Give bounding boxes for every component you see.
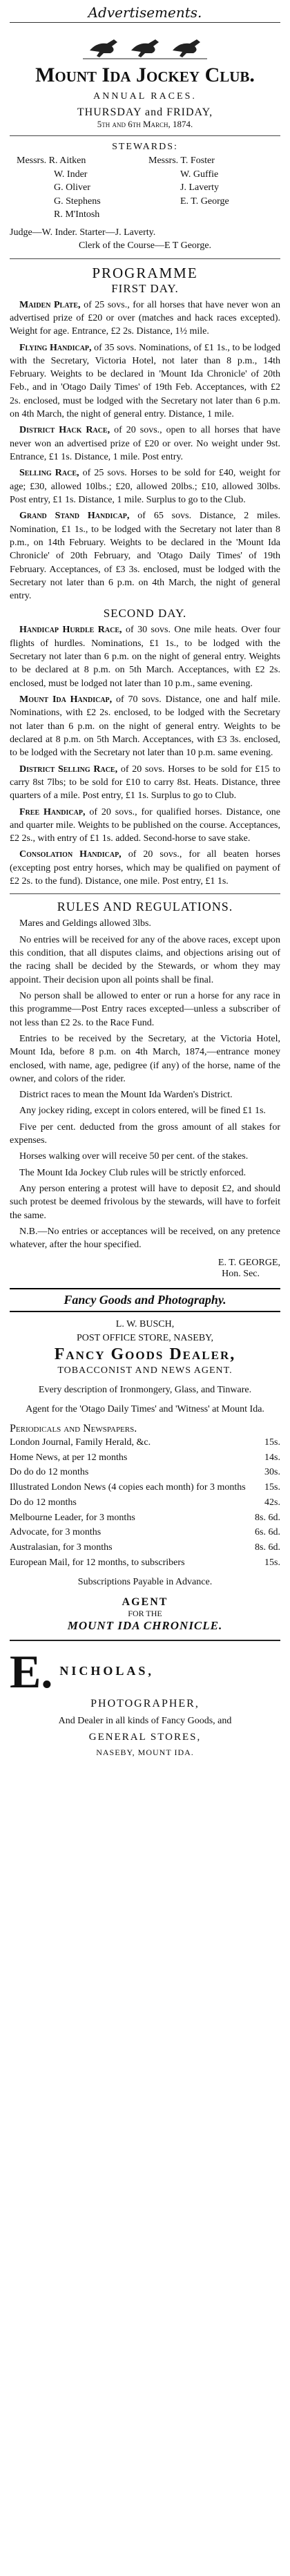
events-day1	[10, 299, 280, 603]
race-details: of 25 sovs., for all horses that have never won an advertised prize of £20 or over (matches and hack races excepted). Weight for age. Entrance, £2 2s. Distance, 1½ mile.	[10, 299, 281, 337]
steward: W. Guffie	[180, 169, 219, 180]
race-details: of 35 sovs. Nominations, of £1 1s., to be lodged with the Secretary, Victoria Hotel, not later than 8 p.m., 14th February. Weights to be declared in 'Mount Ida Chronicle' of 20th Feb., and in 'Otago Daily Times' of 19th Feb. Acceptances, with £2 2s. enclosed, must be lodged with the Secretary not later than 6 p.m. on 4th March, the night of general entry. Distance, 1 mile.	[10, 342, 280, 420]
steward: W. Inder	[54, 169, 88, 180]
race-name: Mount Ida Handicap,	[19, 694, 113, 705]
nicholas-initial: E.	[10, 1645, 53, 1698]
race-event	[10, 848, 280, 888]
race-event	[10, 509, 280, 603]
list-item	[10, 1480, 280, 1495]
rule-item: District races to mean the Mount Ida Warden's District.	[19, 1090, 233, 1101]
periodical-price: 15s.	[264, 1437, 280, 1448]
rule-item: Any jockey riding, except in colors entered, will be fined £1 1s.	[19, 1106, 266, 1117]
rules-list	[10, 917, 280, 1251]
periodical-title: Home News, at per 12 months	[10, 1452, 128, 1463]
first-day-heading: FIRST DAY.	[111, 281, 179, 295]
periodical-price: 14s.	[264, 1452, 280, 1463]
periodicals-list	[10, 1435, 280, 1570]
store-address: POST OFFICE STORE, NASEBY,	[76, 1332, 213, 1343]
signature-block	[10, 1258, 280, 1280]
nicholas-name: NICHOLAS,	[59, 1664, 154, 1678]
race-event	[10, 763, 280, 803]
signed-name: E. T. GEORGE,	[218, 1257, 280, 1268]
race-dates-line2: 5th and 6th March, 1874.	[97, 119, 193, 129]
race-event	[10, 693, 280, 760]
periodical-price: 42s.	[264, 1497, 280, 1508]
agent-label: AGENT	[122, 1595, 168, 1608]
rule-item: No entries will be received for any of the above races, except upon this condition, that all disputes claims, and objections arising out of the racing shall be decided by the Stewards, or whom they may appoint. Their decision upon all points shall be final.	[10, 934, 280, 985]
annual-races: ANNUAL RACES.	[93, 91, 197, 102]
race-event	[10, 466, 280, 506]
rules-heading: RULES AND REGULATIONS.	[57, 900, 233, 914]
steward: G. Stephens	[54, 196, 101, 207]
list-item	[10, 1465, 280, 1480]
steward: Messrs. T. Foster	[148, 155, 215, 166]
advance-note: Subscriptions Payable in Advance.	[77, 1577, 213, 1588]
agent-for: FOR THE	[128, 1608, 162, 1618]
fancy-goods-title: Fancy Goods and Photography.	[10, 1288, 280, 1312]
list-item	[10, 1540, 280, 1555]
store-description: Every description of Ironmongery, Glass, and Tinware.	[38, 1385, 252, 1396]
rule-item: Horses walking over will receive 50 per cent. of the stakes.	[19, 1151, 249, 1162]
race-details: of 20 sovs. Horses to be sold for £15 to carry 8st 7lbs; to be sold for £10 to carry 8st. Heats. Distance, three quarters of a mile. Post entry, £1 1s. Surplus to go to Club.	[10, 764, 280, 802]
periodical-title: Melbourne Leader, for 3 months	[10, 1512, 135, 1523]
rule-item: Mares and Geldings allowed 3lbs.	[19, 918, 151, 929]
periodical-title: Advocate, for 3 months	[10, 1527, 102, 1538]
masthead: Advertisements.	[10, 4, 280, 23]
rule-item: Any person entering a protest will have to deposit £2, and should such protest be deemed frivolous by the stewards, will have to forfeit the same.	[10, 1184, 280, 1221]
rule-item: N.B.—No entries or acceptances will be received, on any pretence whatever, after the hour specified.	[10, 1226, 280, 1251]
list-item	[10, 1555, 280, 1571]
list-item	[10, 1435, 280, 1450]
periodical-price: 15s.	[264, 1557, 280, 1568]
race-details: of 20 sovs., open to all horses that have never won an advertised prize of £20 or over. No weight under 9st. Entrance, £1 1s. Distance, 1 mile. Post entry.	[10, 425, 281, 463]
rule-item: Entries to be received by the Secretary, at the Victoria Hotel, Mount Ida, before 8 p.m. on 4th March, 1874,—entrance money enclosed, with name, age, pedigree (if any) of the horse, name of the owner, and colors of the rider.	[10, 1033, 280, 1084]
periodical-title: European Mail, for 12 months, to subscribers	[10, 1557, 185, 1568]
race-details: of 65 sovs. Distance, 2 miles. Nomination, £1 1s., to be lodged with the Secretary not later than 8 p.m., on 14th February. Weights to be declared in the 'Mount Ida Chronicle' of 20th February, and 'Otago Daily Times' of 19th February. Acceptances, of £3 3s. enclosed, must be lodged with the Secretary not later than 6 p.m. on 4th March, the night of general entry.	[10, 511, 281, 602]
list-item	[10, 1450, 280, 1466]
rule-item: The Mount Ida Jockey Club rules will be strictly enforced.	[19, 1167, 246, 1178]
periodical-title: Australasian, for 3 months	[10, 1542, 113, 1553]
tobacconist-line: TOBACCONIST AND NEWS AGENT.	[57, 1365, 233, 1376]
nicholas-store: GENERAL STORES,	[88, 1731, 202, 1743]
race-name: Flying Handicap,	[19, 342, 92, 353]
periodical-price: 8s. 6d.	[255, 1542, 280, 1553]
race-event	[10, 623, 280, 690]
stewards-list	[17, 154, 273, 222]
clerk-line: Clerk of the Course—E T George.	[78, 240, 212, 252]
nicholas-name-block	[59, 1664, 154, 1678]
agent-block	[10, 1596, 280, 1633]
race-event	[10, 424, 280, 464]
list-item	[10, 1495, 280, 1510]
officials-line: Judge—W. Inder. Starter—J. Laverty.	[10, 227, 156, 238]
race-event	[10, 806, 280, 846]
steward	[148, 208, 273, 222]
race-dates-line1: THURSDAY and FRIDAY,	[77, 106, 213, 118]
proprietor: L. W. BUSCH,	[115, 1318, 175, 1329]
periodical-price: 8s. 6d.	[255, 1512, 280, 1523]
periodical-price: 15s.	[264, 1482, 280, 1493]
race-details: of 30 sovs. One mile heats. Over four flights of hurdles. Nominations, £1 1s., to be lodged with the Secretary not later than 6 p.m. on the night of general entry. Weights to be declared at 8 p.m. on 5th March. Acceptances, with £2 2s. enclosed, must be lodged not later than 10 p.m., same evening.	[10, 625, 280, 689]
club-title: Mount Ida Jockey Club.	[35, 64, 255, 86]
steward: R. M'Intosh	[54, 209, 100, 220]
list-item	[10, 1525, 280, 1540]
list-item	[10, 1510, 280, 1526]
nicholas-ad	[10, 1645, 280, 1698]
race-name: District Selling Race,	[19, 764, 118, 775]
race-name: Selling Race,	[19, 468, 79, 479]
periodical-title: London Journal, Family Herald, &c.	[10, 1437, 151, 1448]
periodical-price: 6s. 6d.	[255, 1527, 280, 1538]
horse-racing-illustration	[10, 30, 280, 64]
periodical-title: Do do 12 months	[10, 1497, 77, 1508]
racing-horses-icon	[76, 30, 214, 60]
nicholas-description: And Dealer in all kinds of Fancy Goods, and	[58, 1715, 232, 1726]
programme-heading: PROGRAMME	[92, 264, 198, 281]
rule-item: No person shall be allowed to enter or run a horse for any race in this programme—Post Entry races excepted—unless a subscriber of not less than £2 2s. to the Race Fund.	[10, 990, 280, 1028]
signed-role: Hon. Sec.	[222, 1268, 260, 1279]
chronicle-title: MOUNT IDA CHRONICLE.	[67, 1618, 223, 1632]
race-event	[10, 299, 280, 339]
race-details: of 20 sovs., for all beaten horses (excepting post entry horses, which may be qualified on payment of £2 2s. to the fund). Distance, one mile. Post entry, £1 1s.	[10, 849, 281, 887]
stewards-heading: STEWARDS:	[112, 142, 178, 152]
newspaper-column	[7, 0, 283, 1758]
race-name: Consolation Handicap,	[19, 849, 122, 860]
race-event	[10, 341, 280, 422]
race-name: Grand Stand Handicap,	[19, 511, 130, 522]
race-name: Free Handicap,	[19, 806, 86, 817]
race-details: of 20 sovs., for qualified horses. Distance, one and quarter mile. Weights to be published on the course. Acceptances, £2 2s., with entry of £1 1s. added. Second-horse to save stake.	[10, 806, 281, 844]
nicholas-profession: PHOTOGRAPHER,	[90, 1697, 200, 1710]
rule-item: Five per cent. deducted from the gross amount of all stakes for expenses.	[10, 1121, 280, 1146]
race-name: Maiden Plate,	[19, 299, 81, 310]
steward: Messrs. R. Aitken	[17, 155, 86, 166]
periodicals-heading: Periodicals and Newspapers.	[10, 1423, 137, 1435]
periodical-title: Do do do 12 months	[10, 1467, 89, 1478]
steward: J. Laverty	[180, 182, 219, 193]
events-day2	[10, 623, 280, 888]
periodical-title: Illustrated London News (4 copies each month) for 3 months	[10, 1482, 246, 1493]
second-day-heading: SECOND DAY.	[103, 607, 187, 621]
steward: E. T. George	[180, 196, 229, 207]
business-title: Fancy Goods Dealer,	[54, 1345, 236, 1364]
race-name: District Hack Race,	[19, 425, 110, 436]
steward: G. Oliver	[54, 182, 90, 193]
race-details: of 70 sovs. Distance, one and half mile. Nominations, with £2 2s. enclosed, to be lodged with the Secretary not later than 6 p.m. on the night of general entry. Weights to be declared at 8 p.m. on 5th March. Acceptances, with £3 3s. enclosed, to be lodged with the Secretary not later than 10 p.m. same evening.	[10, 694, 280, 759]
periodical-price: 30s.	[264, 1467, 280, 1478]
agent-note: Agent for the 'Otago Daily Times' and 'Witness' at Mount Ida.	[26, 1403, 264, 1414]
nicholas-location: NASEBY, MOUNT IDA.	[96, 1747, 194, 1757]
race-details: of 25 sovs. Horses to be sold for £40, weight for age; £30, allowed 10lbs.; £20, allowed 20lbs.; £10, allowed 30lbs. Post entry, £1 1s. Distance, 1 mile. Surplus to go to the Club.	[10, 468, 280, 505]
race-name: Handicap Hurdle Race,	[19, 625, 122, 636]
